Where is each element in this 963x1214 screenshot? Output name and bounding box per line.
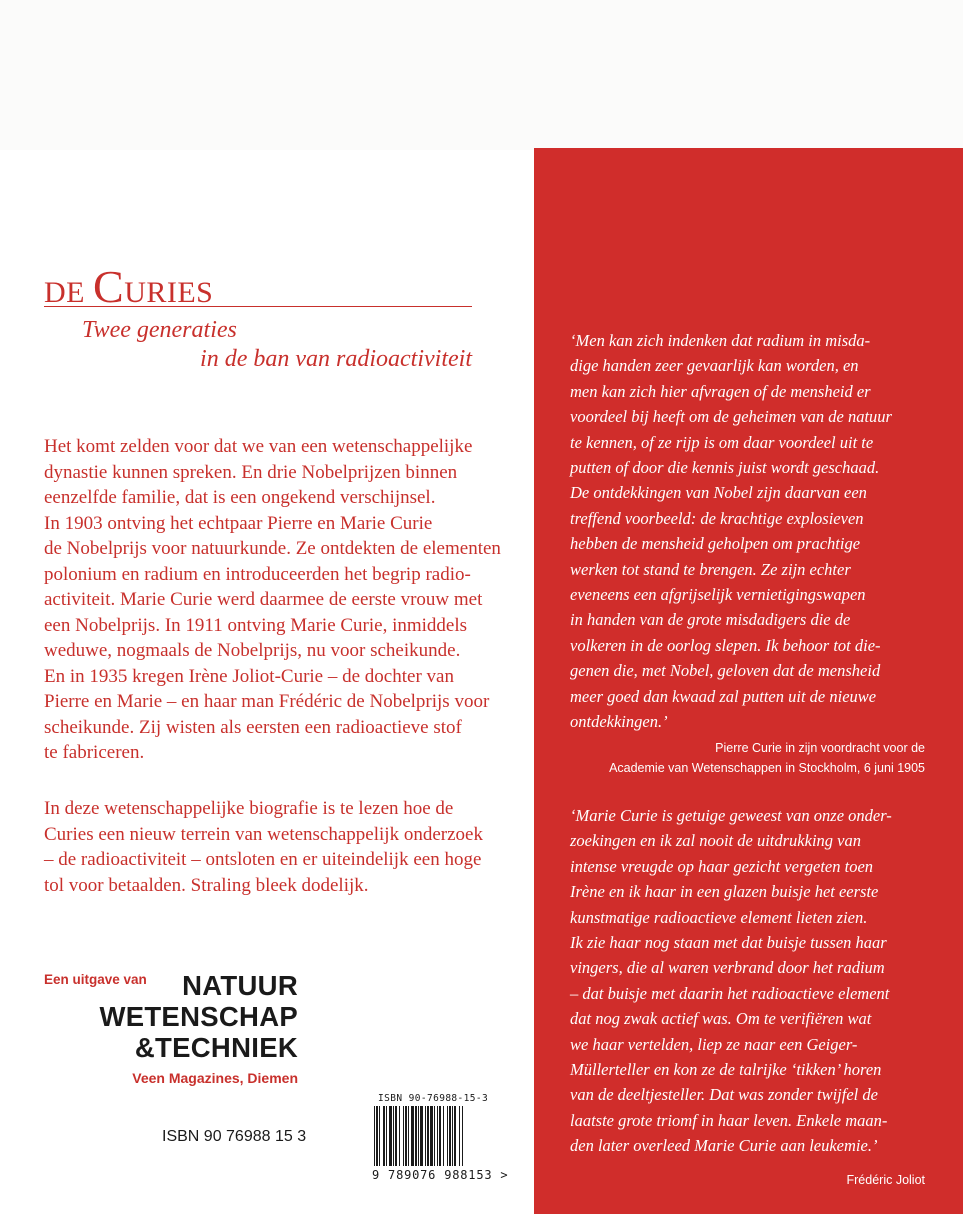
blurb-line: Het komt zelden voor dat we van een wetenschappelijke: [44, 436, 473, 457]
quote-attribution-pierre: [609, 738, 925, 778]
blurb-line: dynastie kunnen spreken. En drie Nobelprijzen binnen: [44, 461, 458, 483]
quote-line: kunstmatige radioactieve element lieten zien.: [570, 907, 868, 927]
blurb-line: te fabriceren.: [44, 742, 145, 763]
quote-line: laatste grote triomf in haar leven. Enkele maan-: [570, 1110, 888, 1130]
blurb-line: En in 1935 kregen Irène Joliot-Curie – de dochter van: [44, 665, 454, 687]
book-subtitle: [44, 316, 472, 374]
blurb-line: In deze wetenschappelijke biografie is te lezen hoe de: [44, 798, 454, 819]
blurb-line: tol voor betaalden. Straling bleek dodelijk.: [44, 874, 369, 896]
quote-line: in handen van de grote misdadigers die de: [570, 610, 851, 630]
quote-line: dat nog zwak actief was. Om te verifiëren wat: [570, 1009, 872, 1029]
quote-line: genen die, met Nobel, geloven dat de mensheid: [570, 661, 881, 681]
blurb-line: scheikunde. Zij wisten als eersten een radioactieve stof: [44, 716, 462, 738]
title-rule: [44, 306, 472, 307]
quote-line: eveneens een afgrijselijk vernietigingswapen: [570, 585, 866, 605]
quote-line: treffend voorbeeld: de krachtige explosieven: [570, 508, 864, 528]
blurb-line: de Nobelprijs voor natuurkunde. Ze ontdekten de elementen: [44, 538, 501, 559]
quote-line: ‘Men kan zich indenken dat radium in misda-: [570, 331, 871, 350]
quote-line: ontdekkingen.’: [570, 712, 668, 732]
quote-frederic-joliot: [570, 803, 950, 1159]
barcode: [372, 1092, 532, 1188]
barcode-isbn-label: ISBN 90-76988-15-3: [378, 1093, 489, 1104]
quote-line: Müllerteller en kon ze de talrijke ‘tikken’ horen: [570, 1060, 882, 1080]
attribution-line: Academie van Wetenschappen in Stockholm, 6 juni 1905: [609, 761, 925, 775]
quote-line: Irène en ik haar in een glazen buisje het eerste: [570, 882, 879, 902]
quote-attribution-joliot: [847, 1170, 926, 1190]
blurb-paragraph-2: [44, 796, 524, 898]
logo-line: NATUUR: [182, 970, 298, 1001]
attribution-line: Pierre Curie in zijn voordracht voor de: [715, 741, 925, 755]
quote-line: ‘Marie Curie is getuige geweest van onze onder-: [570, 806, 892, 825]
barcode-bars: [372, 1106, 502, 1170]
blurb-paragraph-1: [44, 434, 524, 766]
logo-line: &TECHNIEK: [134, 1032, 298, 1063]
blurb-line: – de radioactiviteit – ontsloten en er uiteindelijk een hoge: [44, 849, 482, 870]
publisher-logo: [99, 970, 298, 1063]
quote-line: volkeren in de oorlog slepen. Ik behoor tot die-: [570, 635, 881, 655]
quote-line: – dat buisje met daarin het radioactieve element: [570, 983, 890, 1003]
publisher-prefix: Een uitgave van: [44, 972, 147, 987]
page-top-margin: [0, 0, 963, 150]
subtitle-line: Twee generaties: [82, 317, 237, 343]
title-part: URIES: [124, 276, 214, 309]
quote-line: den later overleed Marie Curie aan leukemie.’: [570, 1136, 878, 1156]
subtitle-line: in de ban van radioactiviteit: [200, 346, 472, 372]
quote-line: we haar vertelden, liep ze naar een Geiger-: [570, 1034, 858, 1054]
isbn-text: ISBN 90 76988 15 3: [162, 1128, 307, 1145]
quote-line: zoekingen en ik zal nooit de uitdrukking van: [570, 831, 861, 851]
quote-line: De ontdekkingen van Nobel zijn daarvan een: [570, 483, 867, 503]
publisher-location: Veen Magazines, Diemen: [132, 1070, 298, 1086]
quote-line: van de deeltjesteller. Dat was zonder twijfel de: [570, 1085, 878, 1105]
quote-line: men kan zich hier afvragen of de mensheid er: [570, 381, 871, 401]
blurb-line: weduwe, nogmaals de Nobelprijs, nu voor scheikunde.: [44, 640, 461, 661]
quote-pierre-curie: [570, 328, 950, 735]
barcode-digits: 9 789076 988153 >: [372, 1168, 509, 1182]
quote-line: dige handen zeer gevaarlijk kan worden, en: [570, 356, 859, 376]
title-part: DE: [44, 276, 93, 309]
quote-line: voordeel bij heeft om de geheimen van de natuur: [570, 407, 892, 427]
blurb-line: eenzelfde familie, dat is een ongekend verschijnsel.: [44, 487, 436, 508]
quote-line: meer goed dan kwaad zal putten uit de nieuwe: [570, 686, 877, 706]
logo-line: WETENSCHAP: [99, 1001, 298, 1032]
quote-line: hebben de mensheid geholpen om prachtige: [570, 534, 861, 554]
blurb-line: polonium en radium en introduceerden het begrip radio-: [44, 563, 471, 585]
blurb-line: Pierre en Marie – en haar man Frédéric de Nobelprijs voor: [44, 691, 490, 712]
quote-line: Ik zie haar nog staan met dat buisje tussen haar: [570, 933, 887, 953]
attribution-line: Frédéric Joliot: [846, 1173, 925, 1187]
quote-line: putten of door die kennis juist wordt geschaad.: [570, 458, 880, 478]
quote-line: intense vreugde op haar gezicht vergeten toen: [570, 856, 874, 876]
blurb-line: activiteit. Marie Curie werd daarmee de eerste vrouw met: [44, 589, 483, 610]
title-part: C: [93, 261, 125, 312]
blurb-line: In 1903 ontving het echtpaar Pierre en Marie Curie: [44, 512, 433, 534]
quote-line: werken tot stand te brengen. Ze zijn echter: [570, 559, 851, 579]
blurb-line: een Nobelprijs. In 1911 ontving Marie Curie, inmiddels: [44, 614, 468, 636]
quote-line: te kennen, of ze rijp is om daar voordeel uit te: [570, 432, 874, 452]
blurb-line: Curies een nieuw terrein van wetenschappelijk onderzoek: [44, 823, 483, 845]
quote-line: vingers, die al waren verbrand door het radium: [570, 958, 885, 978]
book-title: [44, 262, 213, 318]
